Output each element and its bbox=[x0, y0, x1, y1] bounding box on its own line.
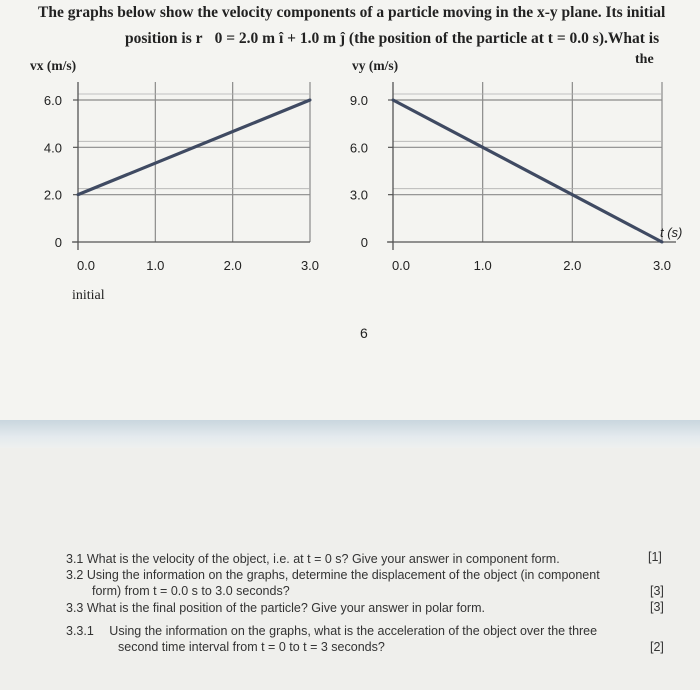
series-point bbox=[77, 193, 80, 196]
page-divider bbox=[0, 420, 700, 448]
question-number: 3.3.1 bbox=[66, 624, 94, 638]
initial-note: initial bbox=[72, 288, 105, 303]
y-tick-label: 6.0 bbox=[43, 93, 62, 108]
marks-3-1: [1] bbox=[648, 550, 662, 564]
x-tick-label: 3.0 bbox=[300, 258, 320, 273]
marks-3-3-1: [2] bbox=[650, 640, 664, 654]
problem-statement-line1: The graphs below show the velocity components of a particle moving in the x-y plane. Its initial bbox=[38, 4, 666, 21]
series-point bbox=[392, 99, 395, 102]
x-tick-label: 2.0 bbox=[563, 258, 582, 273]
x-tick-label: 0.0 bbox=[391, 258, 411, 273]
vx-axis-label: vx (m/s) bbox=[30, 58, 77, 73]
y-tick-label: 9.0 bbox=[349, 93, 368, 108]
y-tick-label: 0 bbox=[54, 235, 62, 250]
x-tick-label: 3.0 bbox=[652, 258, 672, 273]
vy-axis-label: vy (m/s) bbox=[352, 58, 399, 73]
question-3-2 bbox=[66, 568, 600, 582]
question-number: 3.1 bbox=[66, 552, 84, 566]
question-text: Using the information on the graphs, determine the displacement of the object (in component bbox=[86, 568, 600, 582]
question-text: What is the velocity of the object, i.e. at t = 0 s? Give your answer in component form. bbox=[86, 552, 560, 566]
marks-3-3: [3] bbox=[650, 600, 664, 614]
y-tick-label: 3.0 bbox=[349, 187, 368, 203]
question-3-3-1 bbox=[66, 624, 597, 638]
x-tick-label: 0.0 bbox=[76, 258, 96, 273]
problem-statement-line2: position is r⃗0 = 2.0 m î + 1.0 m ĵ (the position of the particle at t = 0.0 s).What is bbox=[125, 30, 660, 47]
series-point bbox=[309, 99, 312, 102]
page-number: 6 bbox=[360, 325, 368, 341]
y-tick-label: 4.0 bbox=[43, 140, 62, 156]
x-tick-label: 1.0 bbox=[146, 258, 165, 273]
question-text: What is the final position of the particle? Give your answer in polar form. bbox=[86, 601, 485, 615]
marks-3-2: [3] bbox=[650, 584, 664, 598]
question-3-2-cont: form) from t = 0.0 s to 3.0 seconds? bbox=[92, 584, 290, 598]
question-3-3 bbox=[66, 601, 485, 615]
y-tick-label: 2.0 bbox=[43, 187, 62, 203]
question-text: Using the information on the graphs, what is the acceleration of the object over the three bbox=[109, 624, 598, 638]
series-line bbox=[393, 100, 662, 242]
x-tick-label: 1.0 bbox=[473, 258, 492, 273]
y-tick-label: 6.0 bbox=[349, 140, 368, 156]
time-axis-label: t (s) bbox=[660, 225, 683, 240]
question-number: 3.3 bbox=[66, 601, 84, 615]
x-tick-label: 2.0 bbox=[223, 258, 242, 273]
question-3-1 bbox=[66, 552, 560, 566]
question-3-3-1-cont: second time interval from t = 0 to t = 3 seconds? bbox=[118, 640, 385, 654]
y-tick-label: 0 bbox=[360, 235, 368, 250]
question-number: 3.2 bbox=[66, 568, 84, 582]
series-point bbox=[661, 241, 664, 244]
problem-statement-tail: the bbox=[635, 52, 654, 67]
